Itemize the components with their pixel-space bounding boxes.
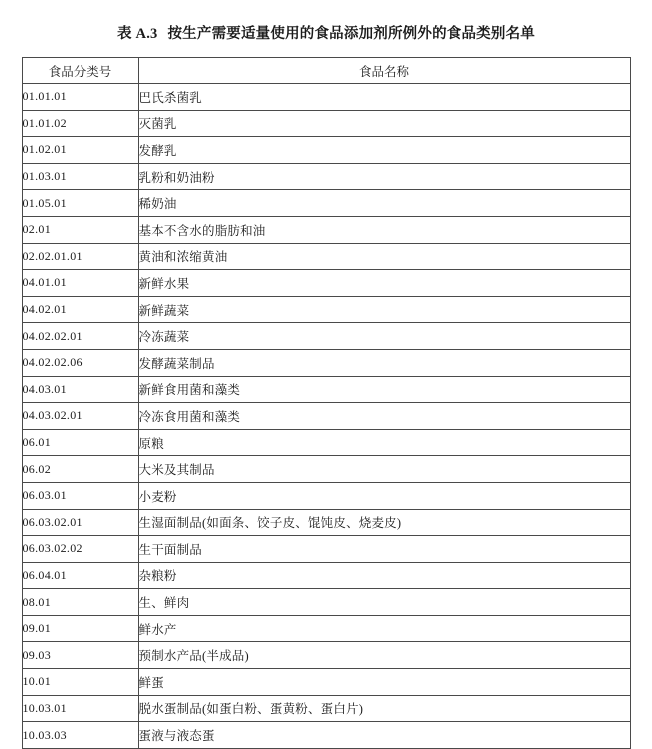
table-caption-number: 表 A.3 — [117, 26, 158, 42]
table-row — [22, 403, 630, 430]
cell-food-code: 04.02.02.06 — [22, 349, 138, 376]
table-row — [22, 456, 630, 483]
table-header-row — [22, 58, 630, 84]
cell-food-code: 06.02 — [22, 456, 138, 483]
food-category-table — [22, 57, 631, 749]
table-row — [22, 722, 630, 749]
cell-food-code: 01.02.01 — [22, 137, 138, 164]
table-row — [22, 137, 630, 164]
cell-food-code: 08.01 — [22, 589, 138, 616]
cell-food-name: 大米及其制品 — [138, 456, 630, 483]
cell-food-name: 原粮 — [138, 429, 630, 456]
cell-food-code: 10.03.01 — [22, 695, 138, 722]
table-row — [22, 376, 630, 403]
table-caption-text: 按生产需要适量使用的食品添加剂所例外的食品类别名单 — [167, 26, 535, 42]
cell-food-name: 预制水产品(半成品) — [138, 642, 630, 669]
cell-food-code: 04.01.01 — [22, 270, 138, 297]
cell-food-code: 01.01.02 — [22, 110, 138, 137]
cell-food-name: 灭菌乳 — [138, 110, 630, 137]
cell-food-code: 01.01.01 — [22, 84, 138, 111]
cell-food-name: 巴氏杀菌乳 — [138, 84, 630, 111]
cell-food-name: 生湿面制品(如面条、饺子皮、馄饨皮、烧麦皮) — [138, 509, 630, 536]
cell-food-name: 新鲜水果 — [138, 270, 630, 297]
cell-food-name: 鲜水产 — [138, 615, 630, 642]
cell-food-code: 04.03.01 — [22, 376, 138, 403]
document-page — [0, 22, 652, 747]
cell-food-name: 稀奶油 — [138, 190, 630, 217]
cell-food-code: 10.01 — [22, 669, 138, 696]
table-row — [22, 163, 630, 190]
cell-food-name: 脱水蛋制品(如蛋白粉、蛋黄粉、蛋白片) — [138, 695, 630, 722]
table-body — [22, 84, 630, 749]
table-row — [22, 216, 630, 243]
table-row — [22, 536, 630, 563]
cell-food-name: 发酵蔬菜制品 — [138, 349, 630, 376]
cell-food-code: 01.03.01 — [22, 163, 138, 190]
cell-food-name: 新鲜食用菌和藻类 — [138, 376, 630, 403]
cell-food-code: 01.05.01 — [22, 190, 138, 217]
table-row — [22, 84, 630, 111]
cell-food-name: 乳粉和奶油粉 — [138, 163, 630, 190]
table-row — [22, 270, 630, 297]
cell-food-name: 生干面制品 — [138, 536, 630, 563]
table-row — [22, 615, 630, 642]
cell-food-code: 06.03.02.01 — [22, 509, 138, 536]
cell-food-name: 冷冻蔬菜 — [138, 323, 630, 350]
table-row — [22, 110, 630, 137]
column-header-name: 食品名称 — [138, 58, 630, 84]
cell-food-name: 黄油和浓缩黄油 — [138, 243, 630, 270]
cell-food-code: 04.03.02.01 — [22, 403, 138, 430]
cell-food-name: 新鲜蔬菜 — [138, 296, 630, 323]
table-row — [22, 349, 630, 376]
cell-food-name: 鲜蛋 — [138, 669, 630, 696]
table-row — [22, 509, 630, 536]
cell-food-code: 06.01 — [22, 429, 138, 456]
cell-food-name: 冷冻食用菌和藻类 — [138, 403, 630, 430]
cell-food-code: 02.01 — [22, 216, 138, 243]
table-row — [22, 642, 630, 669]
cell-food-code: 09.01 — [22, 615, 138, 642]
table-row — [22, 695, 630, 722]
table-row — [22, 482, 630, 509]
table-row — [22, 669, 630, 696]
table-caption — [0, 22, 652, 43]
table-row — [22, 429, 630, 456]
cell-food-code: 10.03.03 — [22, 722, 138, 749]
cell-food-name: 生、鲜肉 — [138, 589, 630, 616]
table-row — [22, 323, 630, 350]
cell-food-name: 发酵乳 — [138, 137, 630, 164]
cell-food-code: 04.02.01 — [22, 296, 138, 323]
cell-food-name: 基本不含水的脂肪和油 — [138, 216, 630, 243]
cell-food-code: 04.02.02.01 — [22, 323, 138, 350]
column-header-code: 食品分类号 — [22, 58, 138, 84]
cell-food-code: 09.03 — [22, 642, 138, 669]
table-row — [22, 296, 630, 323]
cell-food-code: 06.03.02.02 — [22, 536, 138, 563]
cell-food-code: 06.03.01 — [22, 482, 138, 509]
cell-food-code: 06.04.01 — [22, 562, 138, 589]
cell-food-name: 小麦粉 — [138, 482, 630, 509]
table-row — [22, 562, 630, 589]
cell-food-code: 02.02.01.01 — [22, 243, 138, 270]
cell-food-name: 蛋液与液态蛋 — [138, 722, 630, 749]
table-row — [22, 589, 630, 616]
table-row — [22, 243, 630, 270]
cell-food-name: 杂粮粉 — [138, 562, 630, 589]
table-row — [22, 190, 630, 217]
